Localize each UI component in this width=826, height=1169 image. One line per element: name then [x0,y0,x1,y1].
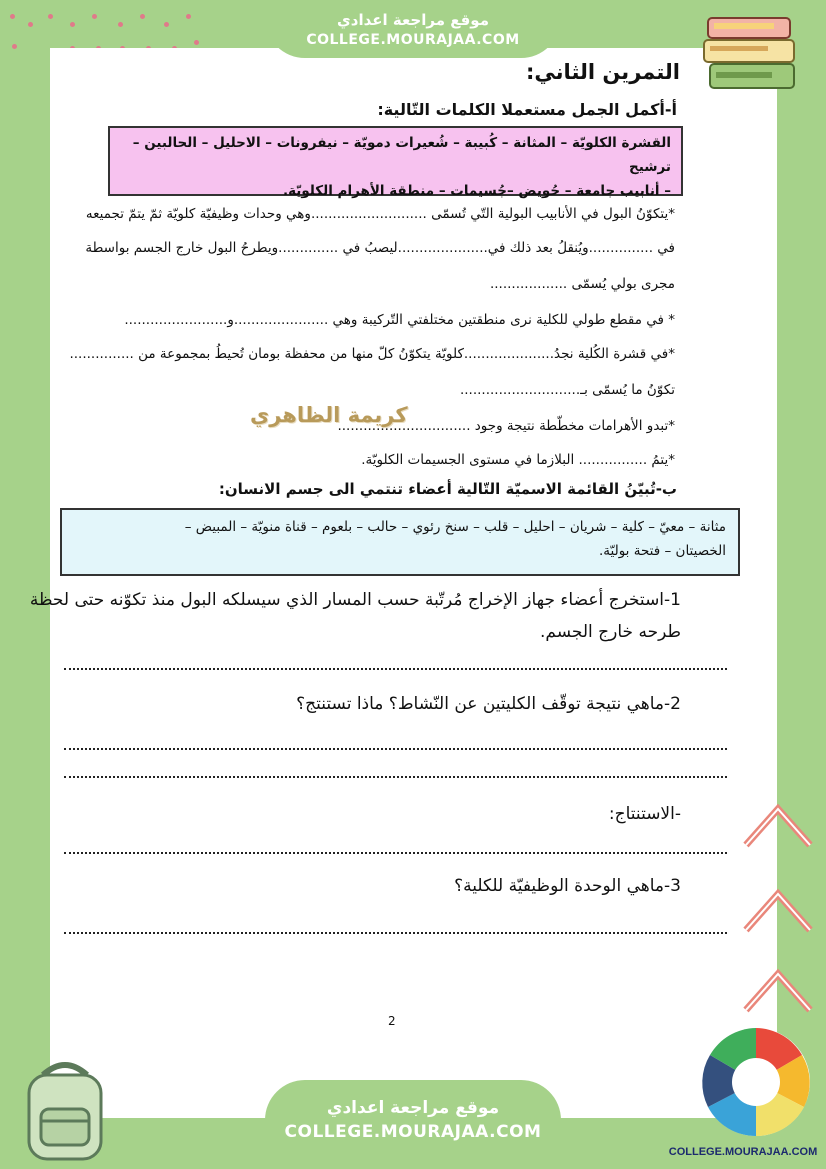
chevron-up-icon [738,880,818,940]
site-name-arabic: موقع مراجعة اعدادي [337,11,489,29]
fill-blank-line[interactable]: *تبدو الأهرامات مخطّطة نتيجة وجود ............................... [337,418,675,434]
word-bank-box [108,126,683,199]
organ-list-line: الخصيتان – فتحة بوليّة. [598,543,726,559]
chevron-up-icon [738,795,818,855]
fill-blank-line[interactable]: في ...............ويُنقلُ بعد ذلك في.....................ليصبُ في ..............ويطرحُ البول خارج الجسم بواسطة [85,240,675,256]
section-a-title: أ-أكمل الجمل مستعملا الكلمات التّالية: [377,100,677,119]
fill-blank-line[interactable]: مجرى بولي يُسمّى .................. [489,276,675,292]
chevron-up-icon [738,960,818,1020]
answer-line[interactable] [64,744,727,750]
fill-blank-line[interactable]: *يتكوّنُ البول في الأنابيب البولية التّي تُسمّى ...........................وهي وحدات وظيفيّة كلويّة ثمّ يتمّ تجميعه [85,206,675,222]
brand-url[interactable]: COLLEGE.MOURAJAA.COM [668,1146,818,1158]
site-footer-tab[interactable] [265,1080,561,1169]
site-url[interactable]: COLLEGE.MOURAJAA.COM [284,1122,542,1142]
fill-blank-line[interactable]: *يتمُ ................ البلازما في مستوى الجسيمات الكلويّة. [361,452,675,468]
conclusion-label: -الاستنتاج: [608,804,681,824]
answer-line[interactable] [64,664,727,670]
fill-blank-line[interactable]: تكوّنُ ما يُسمّى بـ............................ [459,382,675,398]
word-bank-line: – أنابيب جامعة – حُويض –جُسيمات – منطقة الأهرام الكلويّة. [282,183,671,199]
question-2: 2-ماهي نتيجة توقّف الكليتين عن النّشاط؟ ماذا تستنتج؟ [296,694,681,714]
fill-blank-line[interactable]: * في مقطع طولي للكلية نرى منطقتين مختلفتي التّركيبة وهي ......................و........................ [124,312,675,328]
organ-list-line: مثانة – معيّ – كلية – شريان – احليل – قلب – سنخ رئوي – حالب – بلعوم – قناة منويّة – المبيض – [184,519,726,535]
exercise-title: التمرين الثاني: [526,60,680,84]
question-1-cont: طرحه خارج الجسم. [540,622,681,642]
organ-list-box [60,508,740,576]
question-1: 1-استخرج أعضاء جهاز الإخراج مُرتّبة حسب المسار الذي سيسلكه البول منذ تكوّنه حتى لحظة [29,590,681,610]
subjects-wheel-icon [694,1025,818,1139]
section-b-title: ب-تُبيّنُ القائمة الاسميّة التّالية أعضاء تنتمي الى جسم الانسان: [218,480,677,498]
answer-line[interactable] [64,928,727,934]
fill-blank-line[interactable]: *في قشرة الكُلية نجدُ.....................كلويّة يتكوّنُ كلّ منها من محفظة بومان تُحيطُ بمجموعة من ............... [69,346,675,362]
answer-line[interactable] [64,848,727,854]
answer-line[interactable] [64,772,727,778]
backpack-icon [15,1055,115,1165]
page-number: 2 [388,1014,396,1028]
question-3: 3-ماهي الوحدة الوظيفيّة للكلية؟ [454,876,681,896]
site-name-arabic: موقع مراجعة اعدادي [326,1098,500,1118]
author-watermark: كريمة الظاهري [250,403,408,427]
worksheet-content [29,48,777,1118]
word-bank-line: القشرة الكلويّة – المثانة – كُبيبة – شُعيرات دمويّة – نيفرونات – الاحليل – الحالبين – ترشيح [132,135,671,175]
site-url[interactable]: COLLEGE.MOURAJAA.COM [306,32,520,48]
